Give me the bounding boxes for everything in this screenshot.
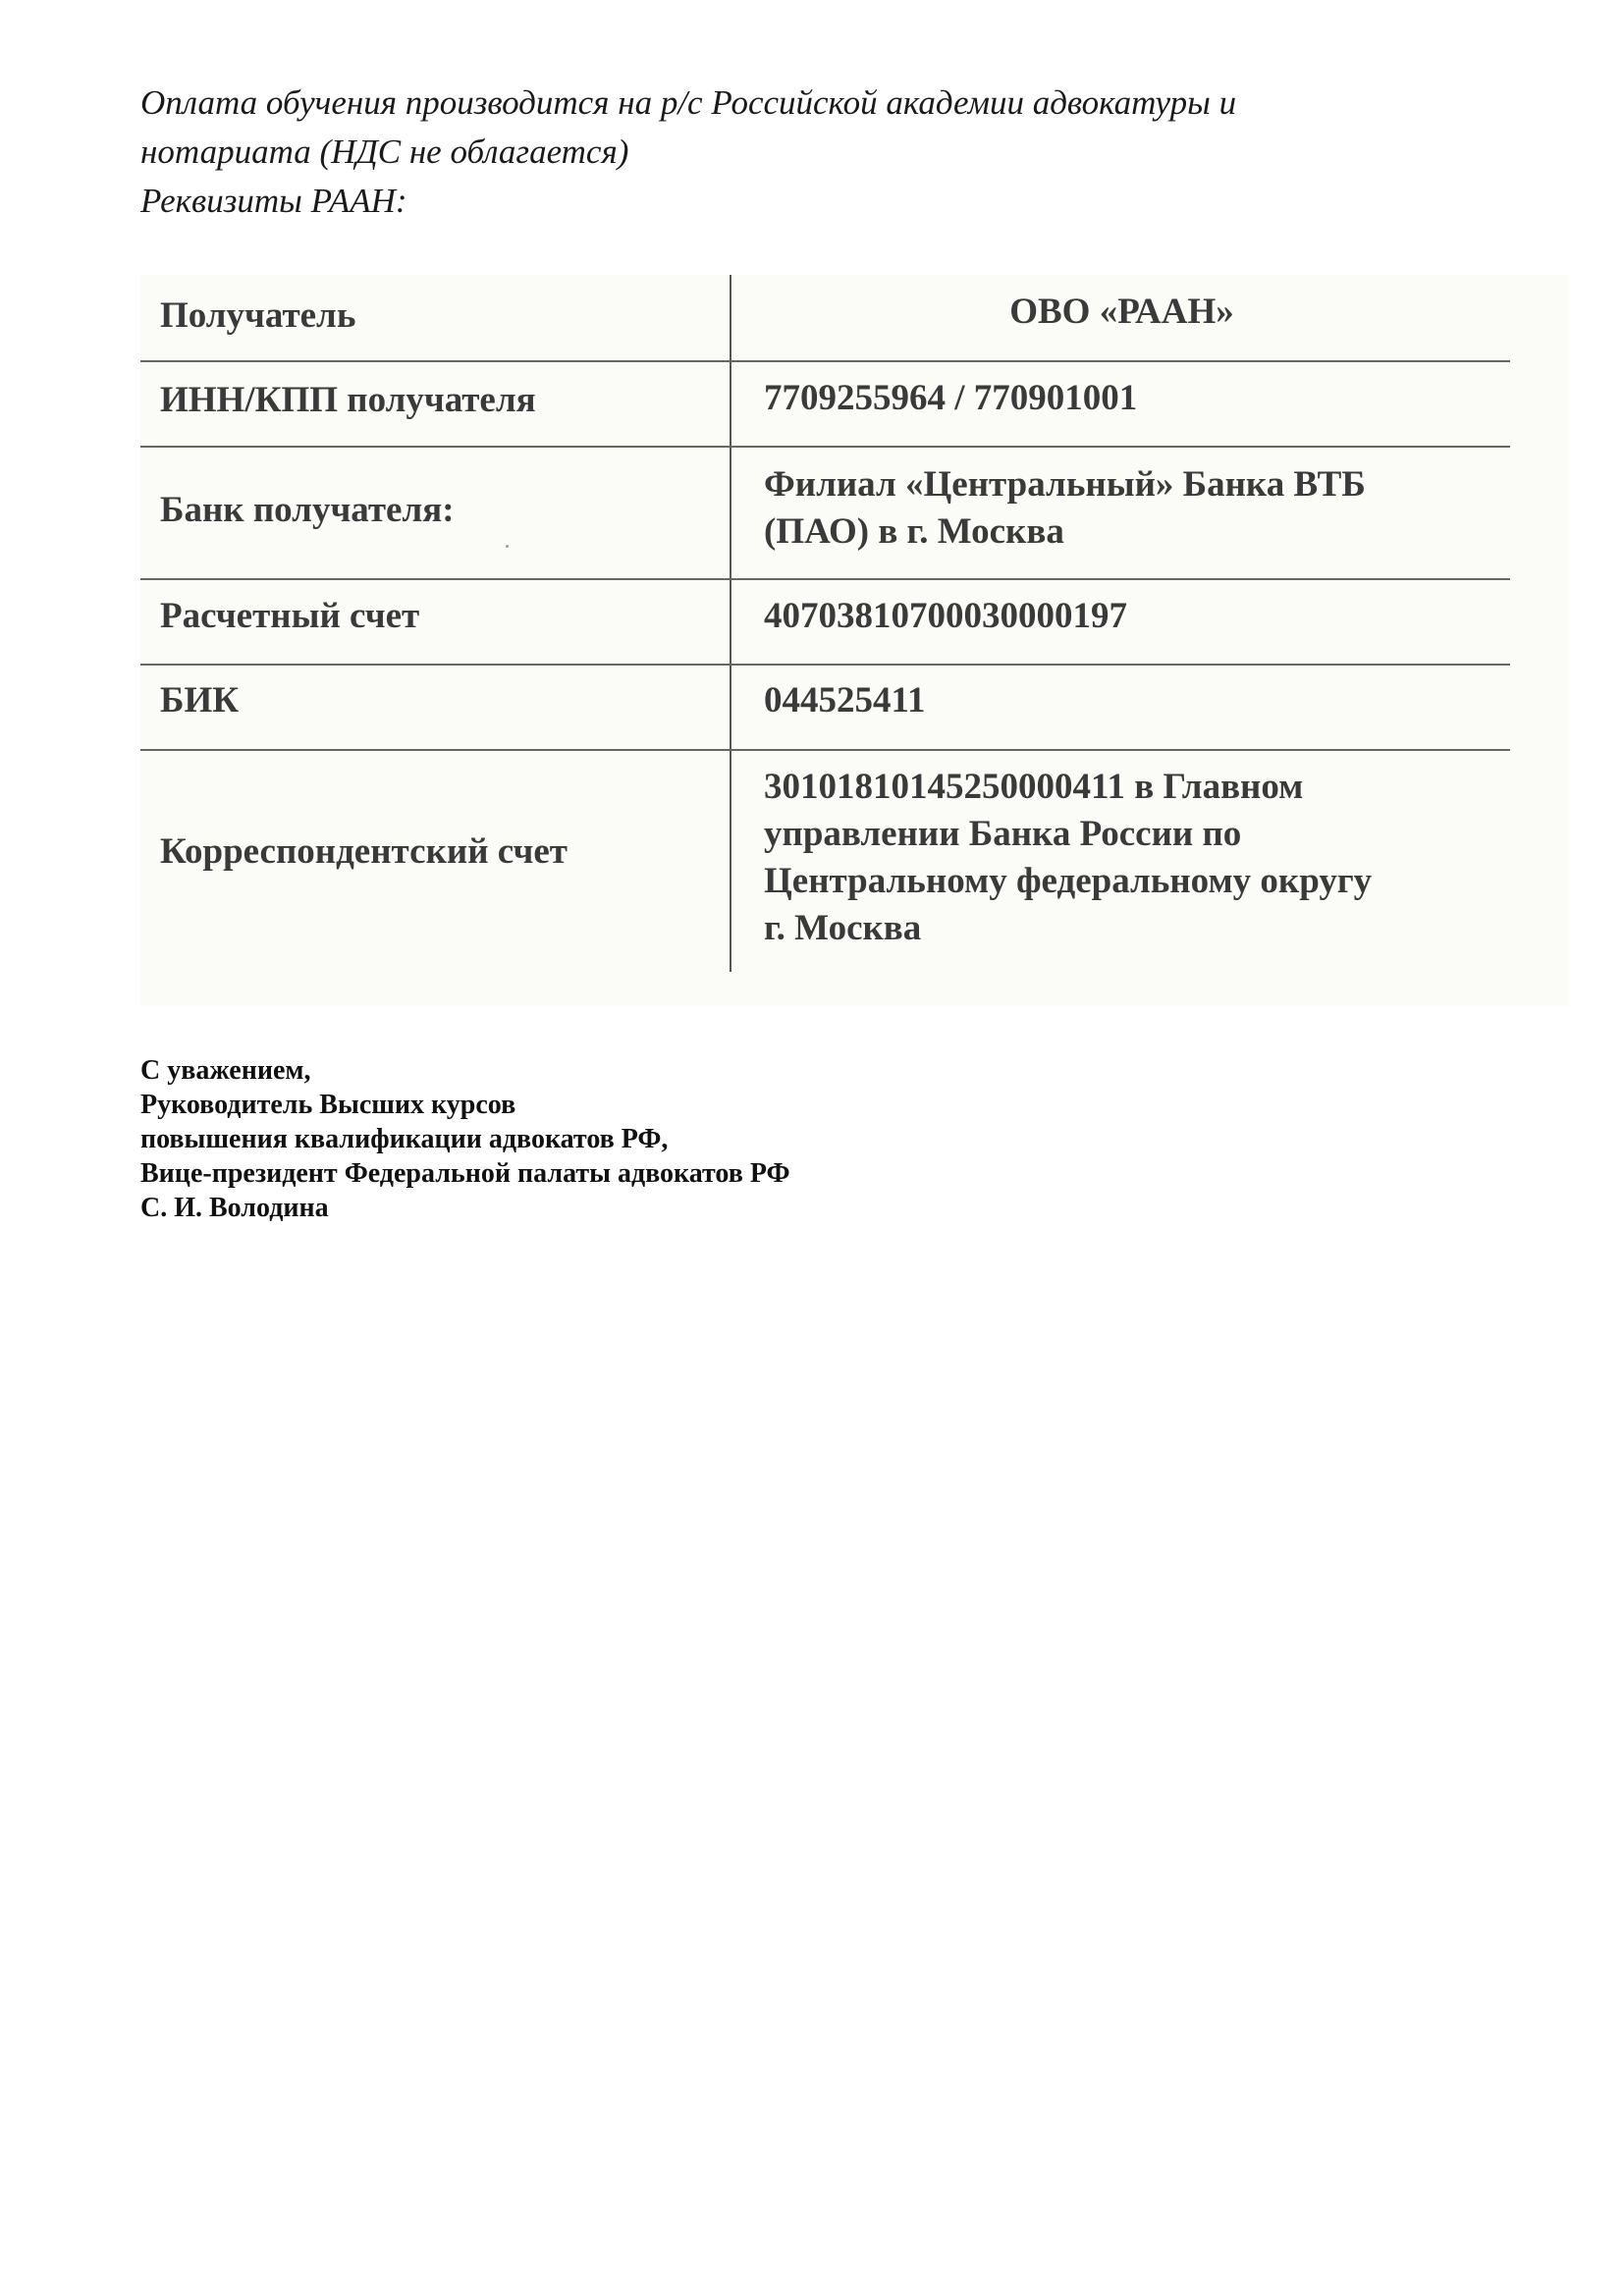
- value-recipient: ОВО «РААН»: [1009, 292, 1234, 332]
- label-account: Расчетный счет: [160, 596, 420, 636]
- intro-line-2: нотариата (НДС не облагается): [140, 133, 629, 171]
- payment-intro: [140, 79, 1495, 226]
- requisites-table: [140, 275, 1569, 1006]
- value-corr-line-1: 30101810145250000411 в Главном: [764, 767, 1304, 807]
- scanned-requisites-image: [140, 275, 1569, 1006]
- row-divider: [140, 360, 1510, 362]
- value-corr-line-2: управлении Банка России по: [764, 814, 1242, 854]
- signature-title-2: повышения квалификации адвокатов РФ,: [140, 1124, 669, 1154]
- row-divider: [140, 446, 1510, 448]
- signature-title-1: Руководитель Высших курсов: [140, 1090, 516, 1120]
- signature-title-3: Вице-президент Федеральной палаты адвокатов РФ: [140, 1158, 790, 1189]
- intro-line-1: Оплата обучения производится на р/с Российской академии адвокатуры и: [140, 83, 1237, 122]
- value-corr-line-3: Центральному федеральному округу: [764, 861, 1373, 901]
- label-bank: Банк получателя:: [160, 490, 455, 530]
- label-recipient: Получатель: [160, 295, 356, 336]
- scan-speck: [506, 545, 509, 548]
- value-bik: 044525411: [764, 680, 926, 721]
- value-bank-line-1: Филиал «Центральный» Банка ВТБ: [764, 464, 1366, 505]
- value-account: 40703810700030000197: [764, 596, 1127, 636]
- signature-greeting: С уважением,: [140, 1055, 311, 1086]
- column-divider: [730, 275, 731, 972]
- label-corr-account: Корреспондентский счет: [160, 831, 568, 872]
- label-inn-kpp: ИНН/КПП получателя: [160, 380, 536, 420]
- intro-line-3: Реквизиты РААН:: [140, 182, 407, 220]
- value-inn-kpp: 7709255964 / 770901001: [764, 378, 1138, 418]
- row-divider: [140, 749, 1510, 751]
- value-corr-line-4: г. Москва: [764, 908, 922, 948]
- value-bank-line-2: (ПАО) в г. Москва: [764, 511, 1064, 552]
- signature-name: С. И. Володина: [140, 1193, 329, 1223]
- row-divider: [140, 664, 1510, 666]
- signature-block: [140, 1053, 790, 1225]
- row-divider: [140, 578, 1510, 580]
- label-bik: БИК: [160, 680, 240, 721]
